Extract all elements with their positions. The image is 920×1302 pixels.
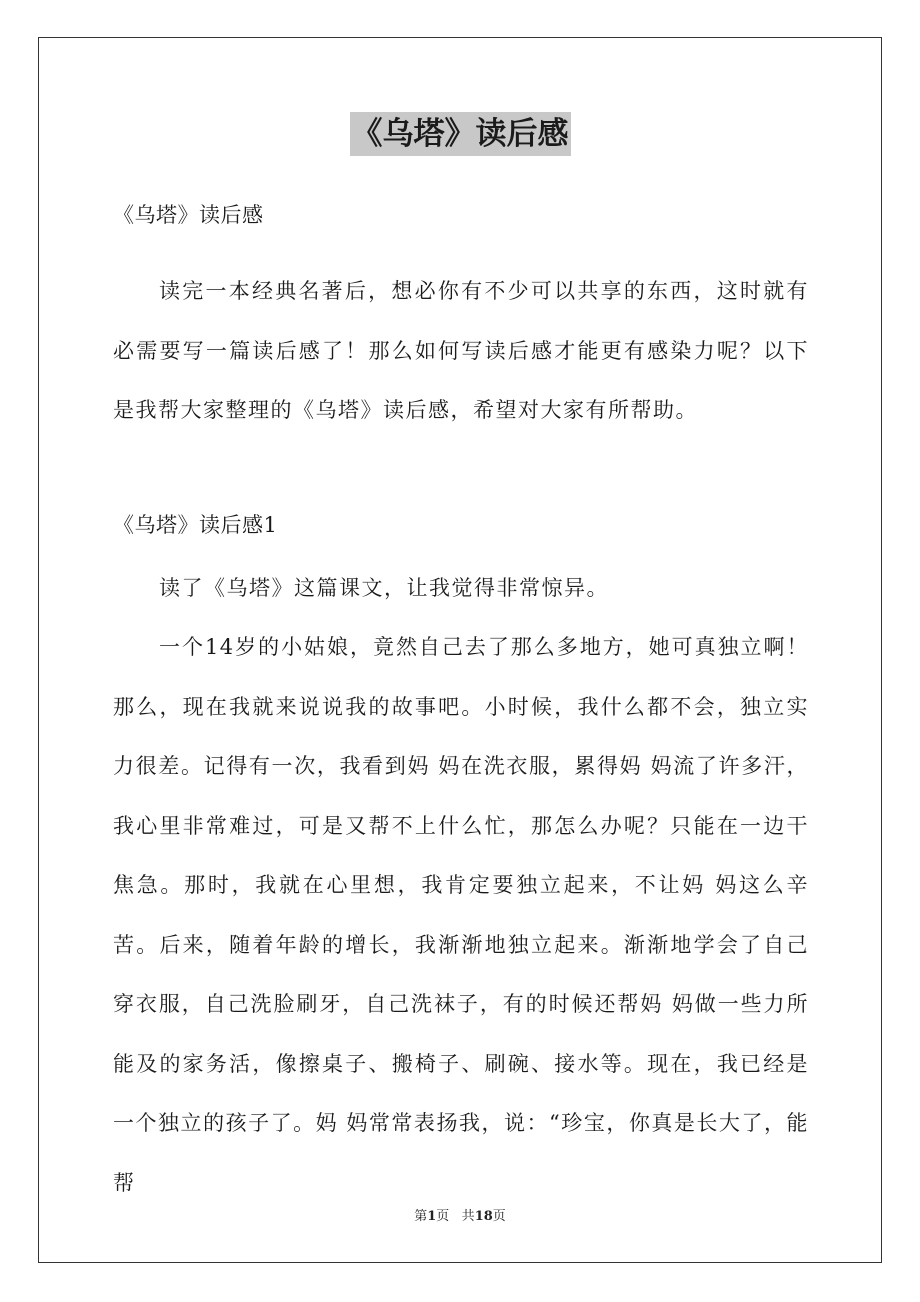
document-body: [113, 193, 809, 1213]
spacer: [113, 547, 809, 559]
intro-heading: 《乌塔》读后感: [113, 203, 264, 227]
body-paragraph: 一个14岁的小姑娘，竟然自己去了那么多地方，她可真独立啊！那么，现在我就来说说我的故事吧。小时候，我什么都不会，独立实力很差。记得有一次，我看到妈 妈在洗衣服，累得妈 妈流了许多汗，我心里非常难过，可是又帮不上什么忙，那怎么办呢？只能在一边干焦急。那时，我就在心里想，我肯定要独立起来，不让妈 妈这么辛苦。后来，随着年龄的增长，我渐渐地独立起来。渐渐地学会了自己穿衣服，自己洗脸刷牙，自己洗袜子，有的时候还帮妈 妈做一些力所能及的家务活，像擦桌子、搬椅子、刷碗、接水等。现在，我已经是一个独立的孩子了。妈 妈常常表扬我，说：“珍宝，你真是长大了，能帮: [113, 635, 809, 1195]
intro-paragraph: 读完一本经典名著后，想必你有不少可以共享的东西，这时就有必需要写一篇读后感了！那么如何写读后感才能更有感染力呢？以下是我帮大家整理的《乌塔》读后感，希望对大家有所帮助。: [113, 279, 809, 422]
body-paragraph: 读了《乌塔》这篇课文，让我觉得非常惊异。: [159, 575, 609, 600]
footer-page-label: 页: [436, 1209, 450, 1224]
title-block: [0, 112, 920, 156]
section-heading: 《乌塔》读后感1: [113, 512, 278, 537]
spacer: [113, 441, 809, 503]
document-title: 《乌塔》读后感: [350, 112, 571, 156]
current-page-number: 1: [427, 1209, 437, 1224]
spacer: [113, 237, 809, 262]
footer-total-label: 页: [492, 1209, 506, 1224]
page-footer: [0, 1205, 920, 1224]
footer-prefix: 第: [414, 1209, 428, 1224]
total-page-count: 18: [474, 1209, 493, 1224]
footer-total-prefix: 共: [461, 1209, 475, 1224]
